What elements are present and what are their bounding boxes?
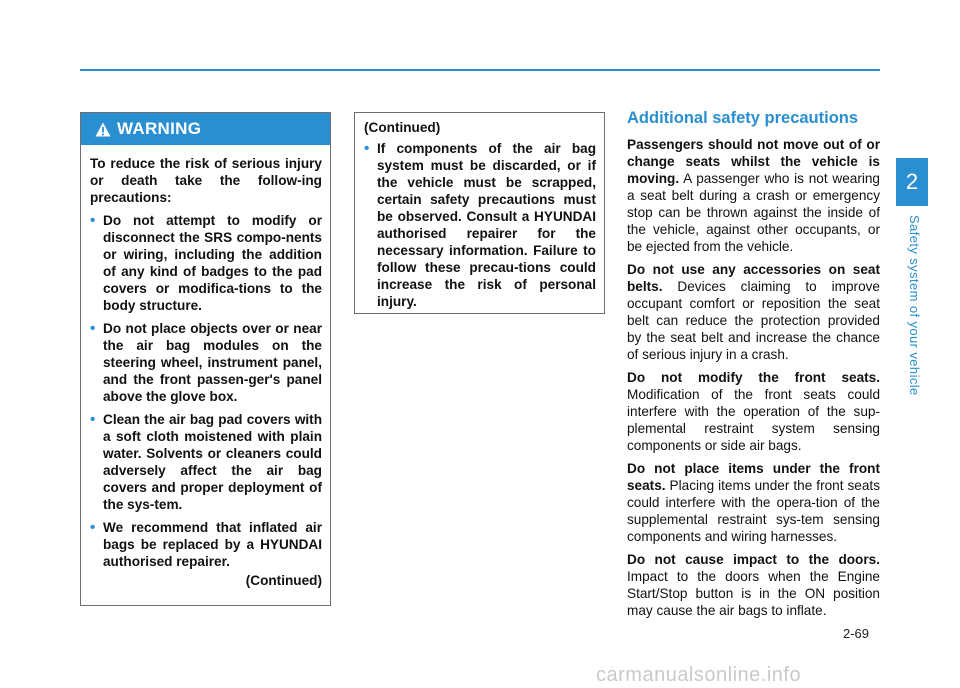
paragraph xyxy=(627,136,880,255)
additional-precautions-section xyxy=(627,108,880,625)
paragraph xyxy=(627,261,880,363)
paragraph xyxy=(627,369,880,454)
warning-triangle-icon xyxy=(95,122,111,137)
paragraph-lead: Do not modify the front seats. xyxy=(627,370,880,385)
warning-intro: To reduce the risk of serious injury or death take the follow-ing precautions: xyxy=(90,156,322,205)
top-rule xyxy=(80,69,880,71)
continued-box xyxy=(354,112,605,314)
chapter-title: Safety system of your vehicle xyxy=(907,215,922,396)
paragraph-lead: Do not use any accessories on seat belts. xyxy=(627,262,880,294)
page-number: 2-69 xyxy=(843,626,870,641)
warning-box xyxy=(80,112,331,606)
paragraph-text: A passenger who is not wearing a seat belt during a crash or emergency stop can be thrown against the inside of the vehicle, against other occupants, or be ejected from the vehicle. xyxy=(627,171,880,254)
warning-item: • Do not place objects over or near the air bag modules on the steering wheel, instrument panel, and the front passen-ger's panel above the glove box. xyxy=(90,320,322,405)
warning-list xyxy=(90,212,322,570)
warning-item: • We recommend that inflated air bags be replaced by a HYUNDAI authorised repairer. xyxy=(90,519,322,570)
warning-continued: (Continued) xyxy=(245,573,322,588)
watermark: carmanualsonline.info xyxy=(596,664,802,686)
continued-list xyxy=(364,140,596,310)
warning-header xyxy=(81,113,330,145)
paragraph xyxy=(627,551,880,619)
paragraph-text: Devices claiming to improve occupant comfort or reposition the seat belt can reduce the protection provided by the seat belt and increase the chance of serious injury in a crash. xyxy=(627,279,880,362)
paragraph-text: Modification of the front seats could interfere with the operation of the sup-plemental restraint system sensing components or side air bags. xyxy=(627,387,880,453)
warning-title: WARNING xyxy=(117,119,202,138)
continued-item: • If components of the air bag system must be discarded, or if the vehicle must be scrapped, certain safety precautions must be observed. Consult a HYUNDAI authorised repairer for the necessary information. Failure to follow these precau-tions could increase the risk of personal injury. xyxy=(364,140,596,310)
warning-body xyxy=(81,145,330,589)
paragraph-lead: Do not cause impact to the doors. xyxy=(627,552,880,567)
warning-item: • Do not attempt to modify or disconnect the SRS compo-nents or wiring, including the addition of any kind of badges to the pad covers or modifica-tions to the body structure. xyxy=(90,212,322,314)
paragraph xyxy=(627,460,880,545)
paragraph-text: Placing items under the front seats could interfere with the opera-tion of the supplemental restraint sys-tem sensing components and wiring harnesses. xyxy=(627,478,880,544)
section-title: Additional safety precautions xyxy=(627,109,859,127)
paragraph-text: Impact to the doors when the Engine Start/Stop button is in the ON position may cause the air bags to inflate. xyxy=(627,569,880,618)
paragraph-lead: Do not place items under the front seats. xyxy=(627,461,880,493)
chapter-tab xyxy=(896,158,928,206)
chapter-number: 2 xyxy=(905,169,919,194)
continued-heading: (Continued) xyxy=(364,120,441,135)
warning-item: • Clean the air bag pad covers with a soft cloth moistened with plain water. Solvents or cleaners could adversely affect the air bag covers and proper deployment of the sys-tem. xyxy=(90,411,322,513)
paragraph-lead: Passengers should not move out of or change seats whilst the vehicle is moving. xyxy=(627,137,880,186)
